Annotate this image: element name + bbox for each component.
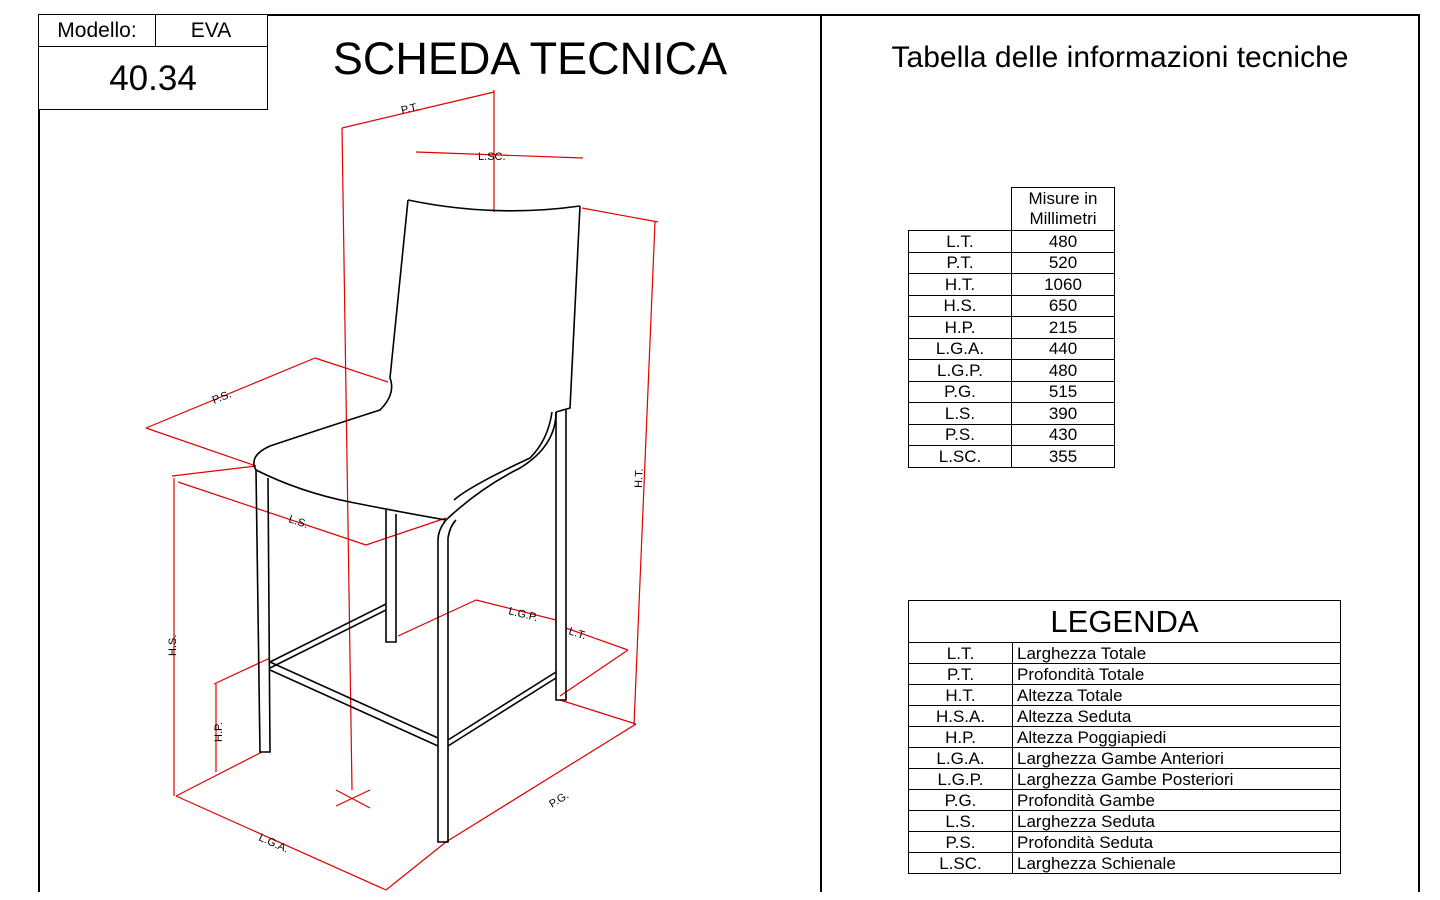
- seat-front-edge: [254, 446, 446, 520]
- spec-code-cell: H.T.: [909, 274, 1012, 296]
- legend-desc-cell: Larghezza Totale: [1013, 643, 1341, 664]
- spec-table-row: [909, 360, 1115, 382]
- spec-table-row: [909, 252, 1115, 274]
- legend: [908, 600, 1341, 874]
- spec-code-cell: P.T.: [909, 252, 1012, 274]
- spec-code-cell: L.SC.: [909, 446, 1012, 468]
- footrest-right-bottom: [448, 678, 556, 746]
- spec-table-corner: [909, 188, 1012, 231]
- dim-label-lga: L.G.A.: [256, 831, 291, 856]
- spec-table-row: [909, 424, 1115, 446]
- spec-table-header-row: [909, 188, 1115, 231]
- dim-pt-extension-left: [342, 128, 352, 790]
- legend-code-cell: H.P.: [909, 727, 1013, 748]
- dim-label-lsc: L.SC.: [478, 151, 506, 163]
- dim-ps-line: [146, 358, 315, 428]
- legend-row: [909, 853, 1341, 874]
- legend-code-cell: P.S.: [909, 832, 1013, 853]
- dim-pg-extension-back: [560, 700, 636, 724]
- legend-desc-cell: Profondità Totale: [1013, 664, 1341, 685]
- legend-code-cell: L.T.: [909, 643, 1013, 664]
- dim-hp-extension-top: [214, 658, 270, 684]
- spec-table-row: [909, 381, 1115, 403]
- spec-column-header: Misure in Millimetri: [1012, 188, 1115, 231]
- dim-label-ls: L.S.: [287, 513, 310, 531]
- seat-right-edge: [446, 412, 556, 520]
- legend-desc-cell: Altezza Totale: [1013, 685, 1341, 706]
- spec-value-cell: 355: [1012, 446, 1115, 468]
- spec-value-cell: 480: [1012, 231, 1115, 253]
- dim-ls-extension: [366, 518, 446, 545]
- spec-code-cell: P.G.: [909, 381, 1012, 403]
- dimension-lines: [146, 90, 658, 890]
- dim-ps-extension-front: [146, 428, 256, 466]
- leg-back-right: [556, 410, 566, 700]
- legend-code-cell: L.G.A.: [909, 748, 1013, 769]
- dim-label-lt: L.T.: [567, 625, 588, 643]
- spec-value-cell: 390: [1012, 403, 1115, 425]
- legend-desc-cell: Larghezza Schienale: [1013, 853, 1341, 874]
- footrest-front-top: [270, 662, 438, 738]
- legend-desc-cell: Altezza Seduta: [1013, 706, 1341, 727]
- legend-row: [909, 769, 1341, 790]
- footrest-right-top: [448, 672, 556, 740]
- spec-table-row: [909, 231, 1115, 253]
- legend-desc-cell: Larghezza Gambe Posteriori: [1013, 769, 1341, 790]
- spec-value-cell: 430: [1012, 424, 1115, 446]
- dim-pg-line: [446, 724, 636, 842]
- spec-code-cell: L.T.: [909, 231, 1012, 253]
- spec-table-row: [909, 338, 1115, 360]
- legend-code-cell: P.T.: [909, 664, 1013, 685]
- legend-code-cell: L.S.: [909, 811, 1013, 832]
- frame-middle-line: [820, 14, 822, 892]
- spec-table-title: Tabella delle informazioni tecniche: [891, 41, 1349, 74]
- spec-table: [908, 187, 1115, 468]
- backrest-right-edge: [556, 206, 580, 412]
- spec-value-cell: 480: [1012, 360, 1115, 382]
- spec-table-row: [909, 274, 1115, 296]
- legend-desc-cell: Altezza Poggiapiedi: [1013, 727, 1341, 748]
- legend-code-cell: H.S.A.: [909, 706, 1013, 727]
- model-code: 40.34: [109, 59, 197, 98]
- footrest-left-bottom: [270, 610, 386, 668]
- spec-code-cell: H.P.: [909, 317, 1012, 339]
- dim-label-ps: P.S.: [210, 388, 234, 407]
- leg-front-left: [256, 470, 270, 752]
- spec-table-row: [909, 446, 1115, 468]
- legend-code-cell: L.G.P.: [909, 769, 1013, 790]
- legend-row: [909, 727, 1341, 748]
- leg-back-left: [386, 510, 396, 642]
- footrest-left-top: [270, 604, 386, 662]
- spec-value-cell: 520: [1012, 252, 1115, 274]
- spec-code-cell: P.S.: [909, 424, 1012, 446]
- dim-ht-extension-top: [582, 208, 658, 222]
- spec-code-cell: L.G.P.: [909, 360, 1012, 382]
- sheet-title: SCHEDA TECNICA: [332, 33, 728, 84]
- dim-label-ht: H.T.: [633, 468, 646, 489]
- legend-title: LEGENDA: [908, 600, 1341, 642]
- legend-row: [909, 790, 1341, 811]
- legend-row: [909, 706, 1341, 727]
- spec-value-cell: 1060: [1012, 274, 1115, 296]
- seat-right-inner-edge: [454, 412, 552, 500]
- legend-row: [909, 664, 1341, 685]
- legend-desc-cell: Larghezza Seduta: [1013, 811, 1341, 832]
- spec-value-cell: 440: [1012, 338, 1115, 360]
- dim-pg-extension: [386, 842, 446, 890]
- legend-desc-cell: Profondità Gambe: [1013, 790, 1341, 811]
- backrest-left-edge: [270, 200, 408, 446]
- spec-value-cell: 650: [1012, 295, 1115, 317]
- legend-desc-cell: Larghezza Gambe Anteriori: [1013, 748, 1341, 769]
- model-label: Modello:: [39, 15, 156, 46]
- legend-code-cell: L.SC.: [909, 853, 1013, 874]
- spec-code-cell: H.S.: [909, 295, 1012, 317]
- legend-row: [909, 811, 1341, 832]
- legend-code-cell: H.T.: [909, 685, 1013, 706]
- dim-label-pg: P.G.: [547, 789, 572, 811]
- model-name: EVA: [190, 19, 232, 42]
- footrest-front-bottom: [270, 670, 438, 746]
- dim-label-pt: P.T.: [399, 101, 420, 117]
- dim-base-left: [176, 752, 262, 796]
- dim-hs-extension-top: [172, 466, 256, 476]
- spec-table-row: [909, 403, 1115, 425]
- legend-table: [908, 642, 1341, 874]
- dim-lt-line: [560, 650, 628, 696]
- dim-label-lgp: L.G.P.: [507, 605, 540, 625]
- legend-row: [909, 748, 1341, 769]
- leg-front-right: [438, 520, 456, 842]
- spec-code-cell: L.G.A.: [909, 338, 1012, 360]
- legend-row: [909, 685, 1341, 706]
- legend-row: [909, 643, 1341, 664]
- frame-right-line: [1418, 14, 1420, 892]
- dim-ps-extension-back: [315, 358, 388, 382]
- dim-ls-line: [178, 482, 366, 545]
- spec-table-row: [909, 317, 1115, 339]
- dim-label-hs: H.S.: [167, 634, 179, 656]
- dim-label-hp: H.P.: [213, 722, 225, 742]
- spec-table-row: [909, 295, 1115, 317]
- legend-code-cell: P.G.: [909, 790, 1013, 811]
- spec-code-cell: L.S.: [909, 403, 1012, 425]
- legend-row: [909, 832, 1341, 853]
- dim-lgp-extension: [398, 600, 476, 636]
- spec-value-cell: 515: [1012, 381, 1115, 403]
- spec-value-cell: 215: [1012, 317, 1115, 339]
- legend-desc-cell: Profondità Seduta: [1013, 832, 1341, 853]
